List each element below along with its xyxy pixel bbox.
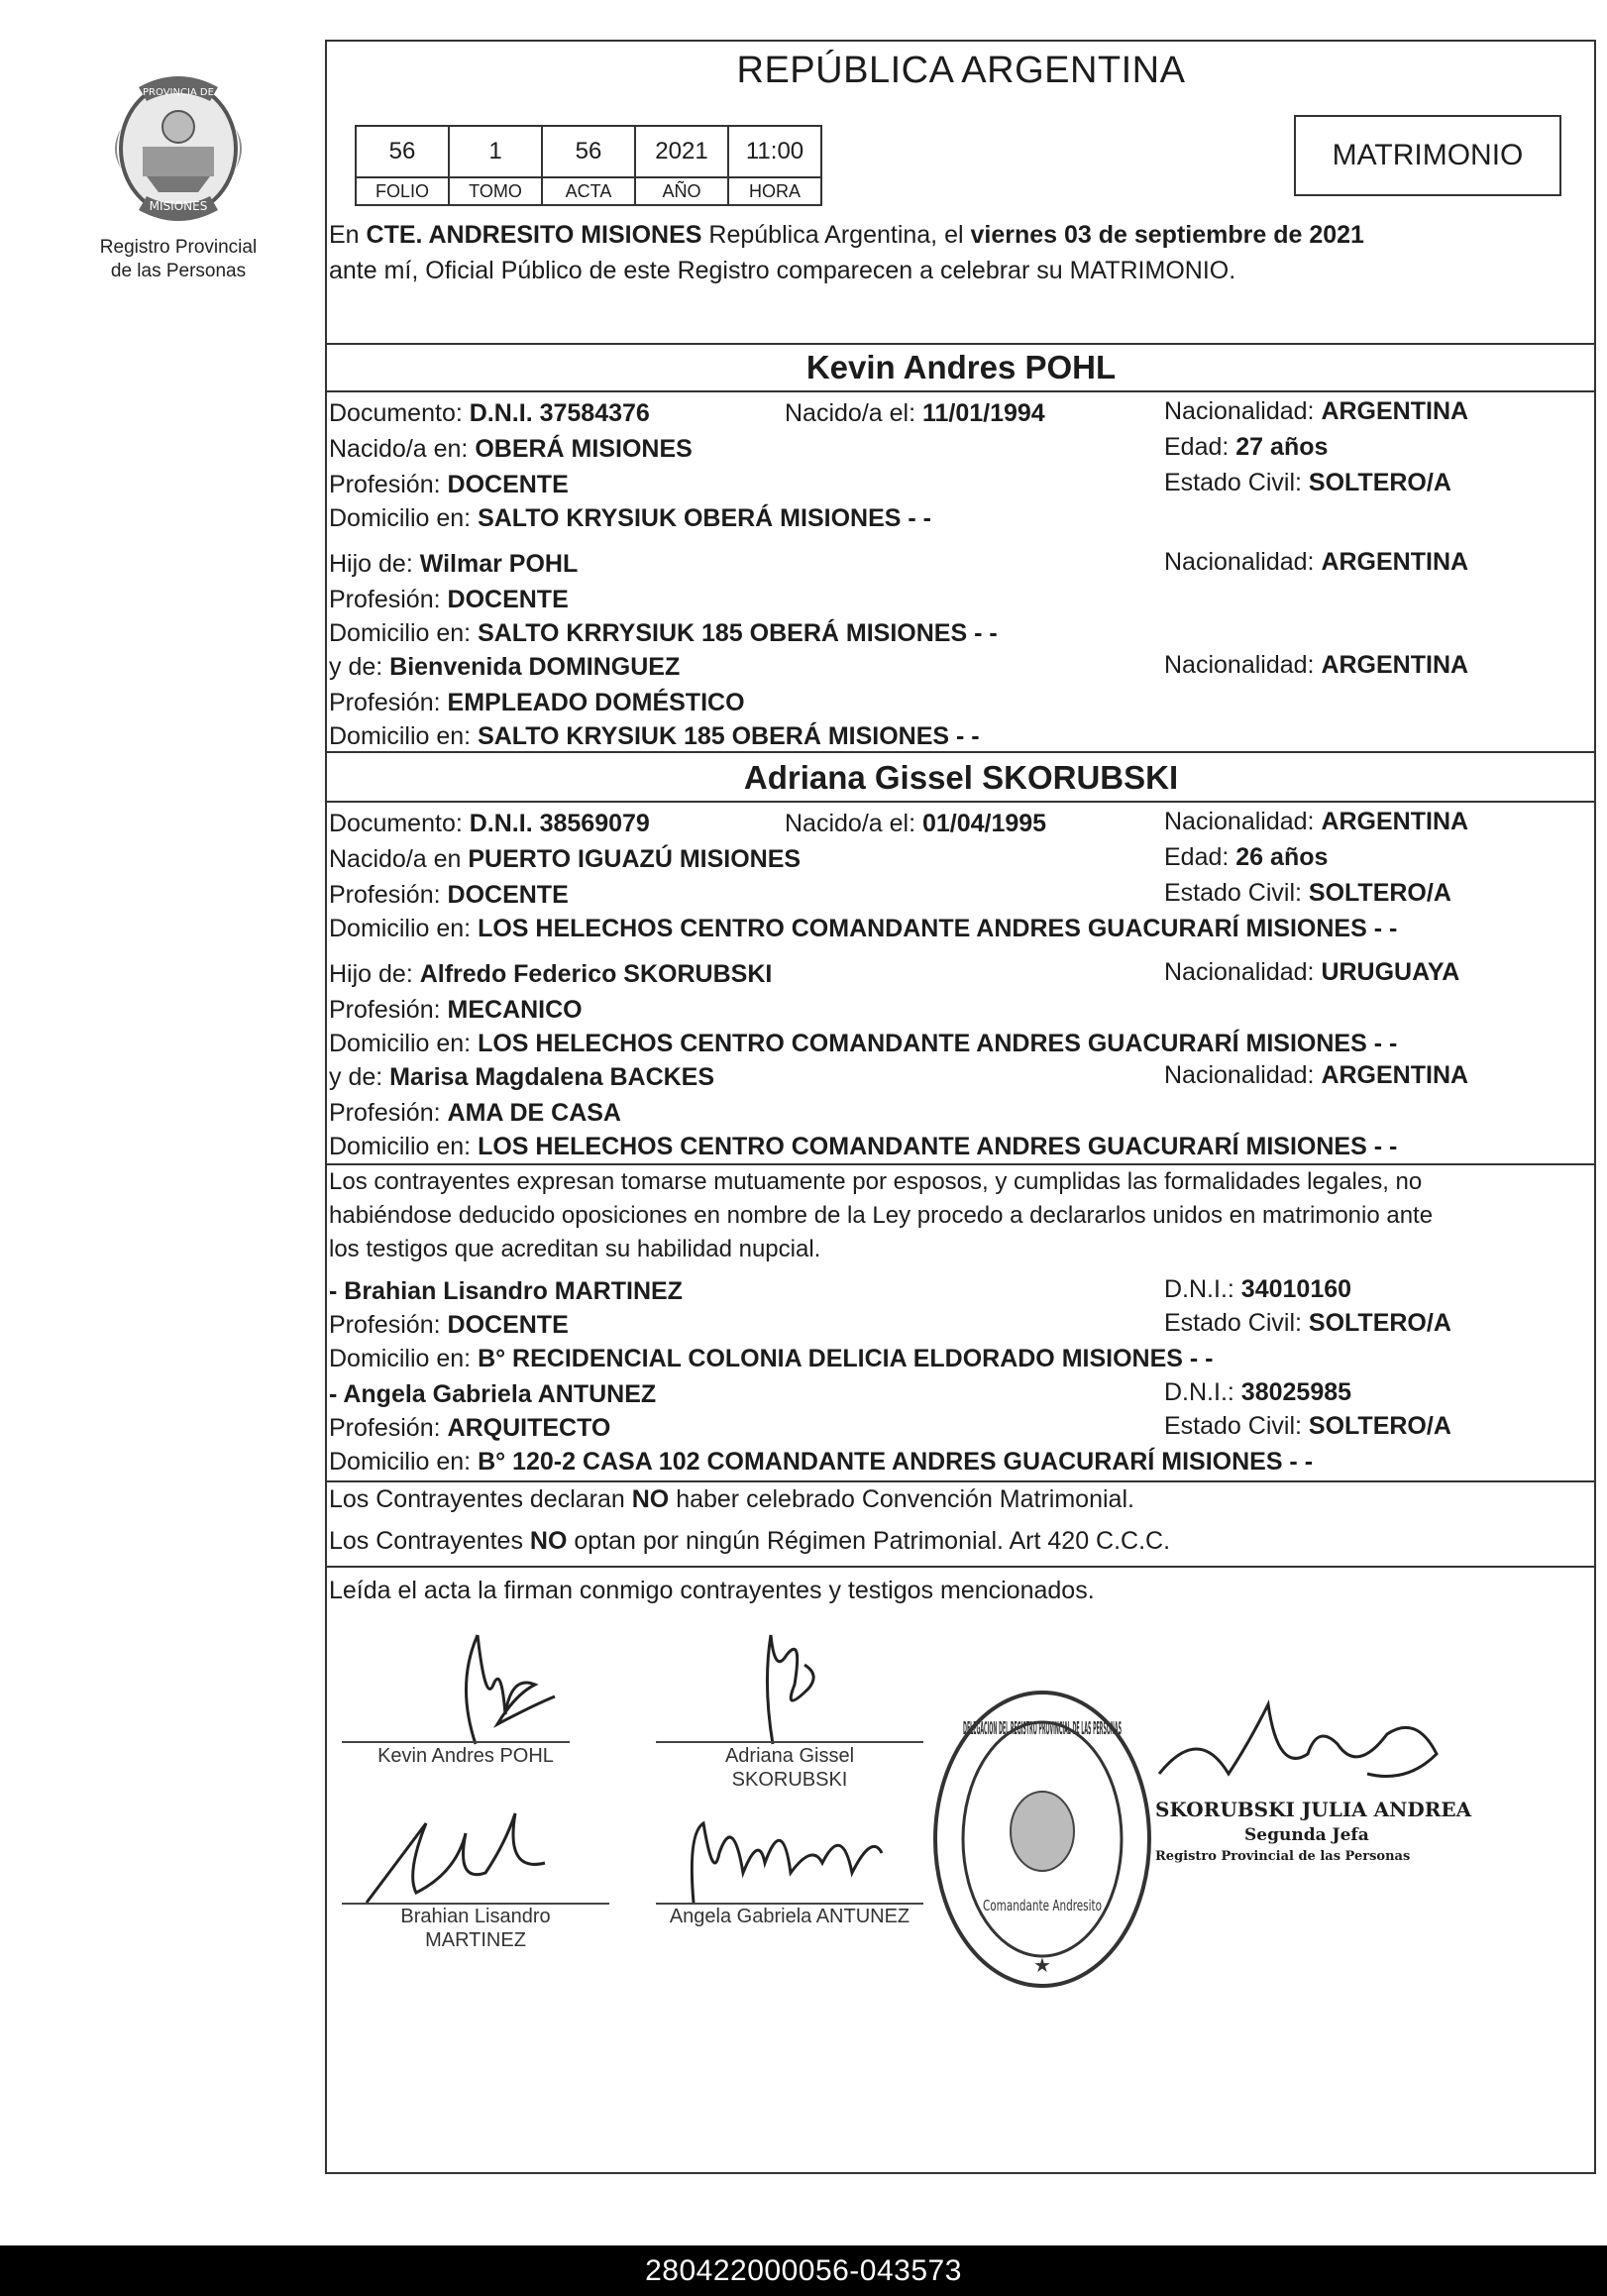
signature-caption-bride: Adriana Gissel SKORUBSKI bbox=[724, 1745, 855, 1791]
bride-father-nationality: Nacionalidad: URUGUAYA bbox=[1164, 958, 1460, 986]
bride-mother: y de: Marisa Magdalena BACKES bbox=[329, 1063, 715, 1091]
year-label: AÑO bbox=[635, 177, 728, 205]
svg-text:DELEGACION DEL REGISTRO PROVIN: DELEGACION DEL REGISTRO PROVINCIAL DE LAS PERSONAS bbox=[963, 1718, 1122, 1739]
folio-label: FOLIO bbox=[356, 177, 449, 205]
witness2-dni: D.N.I.: 38025985 bbox=[1164, 1378, 1352, 1406]
officer-role: Segunda Jefa bbox=[1244, 1825, 1369, 1845]
intro-line-2: ante mí, Oficial Público de este Registro comparecen a celebrar su MATRIMONIO. bbox=[329, 257, 1236, 284]
hour-value: 11:00 bbox=[728, 126, 821, 177]
divider bbox=[325, 343, 1596, 345]
groom-age: Edad: 27 años bbox=[1164, 433, 1329, 461]
signature-line bbox=[656, 1741, 923, 1743]
registry-stamp-icon bbox=[931, 1685, 1159, 1992]
bride-civil-status: Estado Civil: SOLTERO/A bbox=[1164, 879, 1451, 907]
signature-bride-image bbox=[713, 1615, 852, 1754]
year-value: 2021 bbox=[635, 126, 728, 177]
groom-document: Documento: D.N.I. 37584376 bbox=[329, 399, 650, 427]
bride-birthplace: Nacido/a en PUERTO IGUAZÚ MISIONES bbox=[329, 845, 802, 873]
convention-line-1: Los Contrayentes declaran NO haber celebrado Convención Matrimonial. bbox=[329, 1485, 1134, 1513]
document-code-bar: 280422000056-043573 bbox=[0, 2245, 1607, 2296]
declaration-line-3: los testigos que acreditan su habilidad nupcial. bbox=[329, 1236, 821, 1262]
acta-label: ACTA bbox=[542, 177, 635, 205]
svg-text:MISIONES: MISIONES bbox=[149, 199, 208, 213]
groom-nationality: Nacionalidad: ARGENTINA bbox=[1164, 397, 1469, 425]
groom-mother-nationality: Nacionalidad: ARGENTINA bbox=[1164, 651, 1469, 679]
svg-text:★: ★ bbox=[1033, 1955, 1051, 1977]
groom-civil-status: Estado Civil: SOLTERO/A bbox=[1164, 469, 1451, 496]
groom-father-profession: Profesión: DOCENTE bbox=[329, 586, 569, 613]
hour-label: HORA bbox=[728, 177, 821, 205]
groom-father: Hijo de: Wilmar POHL bbox=[329, 550, 579, 578]
bride-mother-address: Domicilio en: LOS HELECHOS CENTRO COMANDANTE ANDRES GUACURARÍ MISIONES - - bbox=[329, 1133, 1398, 1160]
witness1-civil-status: Estado Civil: SOLTERO/A bbox=[1164, 1309, 1451, 1337]
bride-birthdate: Nacido/a el: 01/04/1995 bbox=[785, 810, 1047, 837]
divider bbox=[325, 390, 1596, 392]
bride-document: Documento: D.N.I. 38569079 bbox=[329, 810, 650, 837]
bride-age: Edad: 26 años bbox=[1164, 843, 1329, 871]
witness1-name: - Brahian Lisandro MARTINEZ bbox=[329, 1277, 683, 1305]
divider bbox=[325, 751, 1596, 753]
tomo-label: TOMO bbox=[449, 177, 542, 205]
signature-witness2-image bbox=[674, 1794, 892, 1913]
declaration-line-2: habiéndose deducido oposiciones en nombre de la Ley procedo a declararlos unidos en matrimonio ante bbox=[329, 1202, 1434, 1229]
act-type-box: MATRIMONIO bbox=[1294, 115, 1561, 196]
tomo-value: 1 bbox=[449, 126, 542, 177]
officer-name: SKORUBSKI JULIA ANDREA bbox=[1155, 1798, 1472, 1821]
witness2-address: Domicilio en: B° 120-2 CASA 102 COMANDANTE ANDRES GUACURARÍ MISIONES - - bbox=[329, 1448, 1314, 1476]
groom-father-nationality: Nacionalidad: ARGENTINA bbox=[1164, 548, 1469, 576]
intro-line-1: En CTE. ANDRESITO MISIONES República Argentina, el viernes 03 de septiembre de 2021 bbox=[329, 221, 1364, 249]
bride-father: Hijo de: Alfredo Federico SKORUBSKI bbox=[329, 960, 773, 988]
groom-name: Kevin Andres POHL bbox=[805, 349, 1117, 385]
svg-text:PROVINCIA DE: PROVINCIA DE bbox=[143, 87, 214, 98]
declaration-line-1: Los contrayentes expresan tomarse mutuamente por esposos, y cumplidas las formalidades legales, no bbox=[329, 1168, 1423, 1195]
signature-witness1-image bbox=[357, 1804, 575, 1913]
groom-birthplace: Nacido/a en: OBERÁ MISIONES bbox=[329, 435, 693, 463]
divider bbox=[325, 1566, 1596, 1568]
witness2-name: - Angela Gabriela ANTUNEZ bbox=[329, 1380, 657, 1408]
groom-profession: Profesión: DOCENTE bbox=[329, 471, 569, 498]
misiones-seal-icon bbox=[99, 69, 258, 228]
groom-address: Domicilio en: SALTO KRYSIUK OBERÁ MISIONES - - bbox=[329, 504, 931, 532]
bride-father-address: Domicilio en: LOS HELECHOS CENTRO COMANDANTE ANDRES GUACURARÍ MISIONES - - bbox=[329, 1030, 1398, 1057]
bride-nationality: Nacionalidad: ARGENTINA bbox=[1164, 808, 1469, 835]
signature-caption-groom: Kevin Andres POHL bbox=[377, 1745, 554, 1767]
bride-mother-profession: Profesión: AMA DE CASA bbox=[329, 1099, 621, 1127]
country-title: REPÚBLICA ARGENTINA bbox=[736, 50, 1186, 91]
signature-caption-witness2: Angela Gabriela ANTUNEZ bbox=[669, 1906, 911, 1927]
bride-name: Adriana Gissel SKORUBSKI bbox=[743, 759, 1179, 796]
bride-mother-nationality: Nacionalidad: ARGENTINA bbox=[1164, 1061, 1469, 1089]
divider bbox=[325, 801, 1596, 803]
bride-address: Domicilio en: LOS HELECHOS CENTRO COMANDANTE ANDRES GUACURARÍ MISIONES - - bbox=[329, 915, 1398, 942]
signature-line bbox=[342, 1741, 570, 1743]
closing-text: Leída el acta la firman conmigo contrayentes y testigos mencionados. bbox=[329, 1577, 1095, 1604]
groom-birthdate: Nacido/a el: 11/01/1994 bbox=[785, 399, 1045, 427]
registry-logo bbox=[79, 69, 277, 283]
groom-mother: y de: Bienvenida DOMINGUEZ bbox=[329, 653, 681, 681]
witness1-profession: Profesión: DOCENTE bbox=[329, 1311, 569, 1339]
bride-father-profession: Profesión: MECANICO bbox=[329, 996, 583, 1024]
folio-value: 56 bbox=[356, 126, 449, 177]
groom-mother-address: Domicilio en: SALTO KRYSIUK 185 OBERÁ MISIONES - - bbox=[329, 722, 980, 750]
svg-text:Comandante Andresito: Comandante Andresito bbox=[983, 1897, 1102, 1914]
groom-father-address: Domicilio en: SALTO KRRYSIUK 185 OBERÁ MISIONES - - bbox=[329, 619, 998, 647]
acta-table bbox=[355, 125, 822, 206]
witness2-civil-status: Estado Civil: SOLTERO/A bbox=[1164, 1412, 1451, 1440]
groom-mother-profession: Profesión: EMPLEADO DOMÉSTICO bbox=[329, 689, 745, 716]
convention-line-2: Los Contrayentes NO optan por ningún Régimen Patrimonial. Art 420 C.C.C. bbox=[329, 1527, 1171, 1555]
witness1-dni: D.N.I.: 34010160 bbox=[1164, 1275, 1352, 1303]
witness1-address: Domicilio en: B° RECIDENCIAL COLONIA DELICIA ELDORADO MISIONES - - bbox=[329, 1345, 1214, 1372]
logo-caption: Registro Provincial de las Personas bbox=[99, 237, 258, 281]
officer-office: Registro Provincial de las Personas bbox=[1155, 1849, 1411, 1864]
signature-groom-image bbox=[416, 1625, 575, 1754]
acta-value: 56 bbox=[542, 126, 635, 177]
bride-profession: Profesión: DOCENTE bbox=[329, 881, 569, 909]
witness2-profession: Profesión: ARQUITECTO bbox=[329, 1414, 611, 1442]
signature-caption-witness1: Brahian Lisandro MARTINEZ bbox=[400, 1906, 551, 1951]
